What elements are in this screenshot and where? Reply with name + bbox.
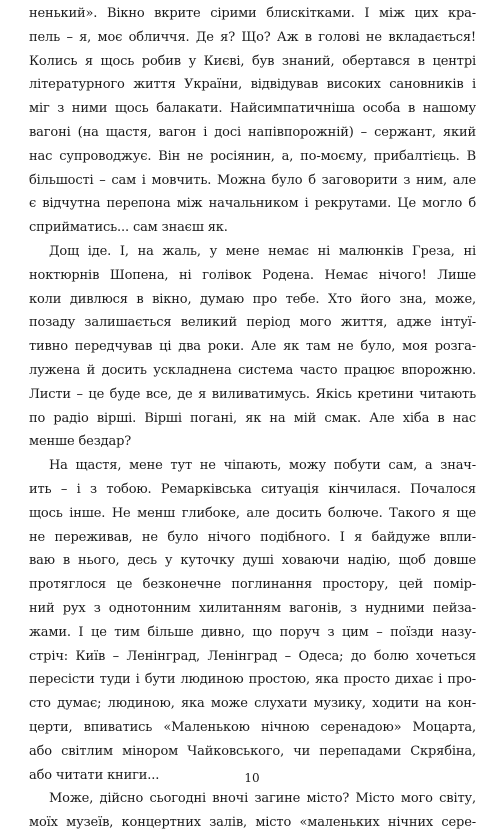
page-number: 10	[244, 771, 260, 785]
text-line: по радіо вірші. Вірші погані, як на мій смак. Але хіба в нас	[29, 410, 476, 426]
text-line: ний рух з однотонним хилитанням вагонів, з нудними пейза-	[29, 600, 476, 616]
text-line: не переживав, не було нічого подібного. І я байдуже впли-	[29, 529, 476, 545]
text-line: пель – я, моє обличчя. Де я? Що? Аж в голові не вкладається!	[29, 29, 476, 45]
text-line: або читати книги...	[29, 767, 160, 783]
text-line: більшості – сам і мовчить. Можна було б заговорити з ним, але	[29, 172, 476, 188]
text-line: коли дивлюся в вікно, думаю про тебе. Хто його зна, може,	[29, 291, 476, 307]
text-line: щось інше. Не менш глибоке, але досить болюче. Такого я ще	[29, 505, 476, 521]
text-line: ваю в нього, десь у куточку душі ховаючи надію, щоб довше	[29, 553, 476, 569]
text-line: моїх музеїв, концертних залів, місто «маленьких нічних сере-	[29, 815, 476, 831]
text-line: сто думає; людиною, яка може слухати музику, ходити на кон-	[29, 696, 476, 712]
text-line: ить – і з тобою. Ремарківська ситуація кінчилася. Почалося	[29, 481, 476, 497]
text-line: стріч: Київ – Ленінград, Ленінград – Одеса; до болю хочеться	[29, 648, 476, 664]
text-line: Дощ іде. І, на жаль, у мене немає ні малюнків Греза, ні	[49, 243, 476, 259]
book-page-text	[29, 2, 476, 835]
text-line: літературного життя України, відвідував високих сановників і	[29, 77, 476, 93]
text-line: сприйматись... сам знаєш як.	[29, 220, 228, 236]
text-line: нас супроводжує. Він не росіянин, а, по-моєму, прибалтієць. В	[29, 148, 476, 164]
text-line: Листи – це буде все, де я виливатимусь. Якісь кретини читають	[29, 386, 476, 402]
text-line: На щастя, мене тут не чіпають, можу побути сам, а знач-	[49, 458, 476, 474]
text-line: протяглося це безконечне поглинання простору, цей помір-	[29, 577, 476, 593]
text-line: менше бездар?	[29, 434, 132, 450]
text-line: позаду залишається великий період мого життя, адже інтуї-	[29, 315, 476, 331]
text-line: або світлим мінором Чайковського, чи перепадами Скрябіна,	[29, 743, 476, 759]
text-line: Колись я щось робив у Києві, був знаний, обертався в центрі	[29, 53, 476, 69]
text-line: жами. І це тим більше дивно, що поруч з цим – поїзди назу-	[29, 624, 476, 640]
text-line: лужена й досить ускладнена система часто працює впорожню.	[29, 362, 476, 378]
text-line: тивно передчував ці два роки. Але як там не було, моя розга-	[29, 339, 476, 355]
text-line: ненький». Вікно вкрите сірими блискітками. І між цих кра-	[29, 6, 476, 21]
text-line: є відчутна перепона між начальником і рекрутами. Це могло б	[29, 196, 476, 212]
text-line: Може, дійсно сьогодні вночі загине місто? Місто мого світу,	[49, 791, 476, 807]
text-line: пересісти туди і бути людиною простою, яка просто дихає і про-	[29, 672, 476, 688]
text-line: міг з ними щось балакати. Найсимпатичніша особа в нашому	[29, 101, 476, 117]
text-line: церти, впиватись «Маленькою нічною серенадою» Моцарта,	[29, 719, 476, 735]
text-line: ноктюрнів Шопена, ні голівок Родена. Немає нічого! Лише	[29, 267, 476, 283]
text-line: вагоні (на щастя, вагон і досі напівпорожній) – сержант, який	[29, 124, 476, 140]
